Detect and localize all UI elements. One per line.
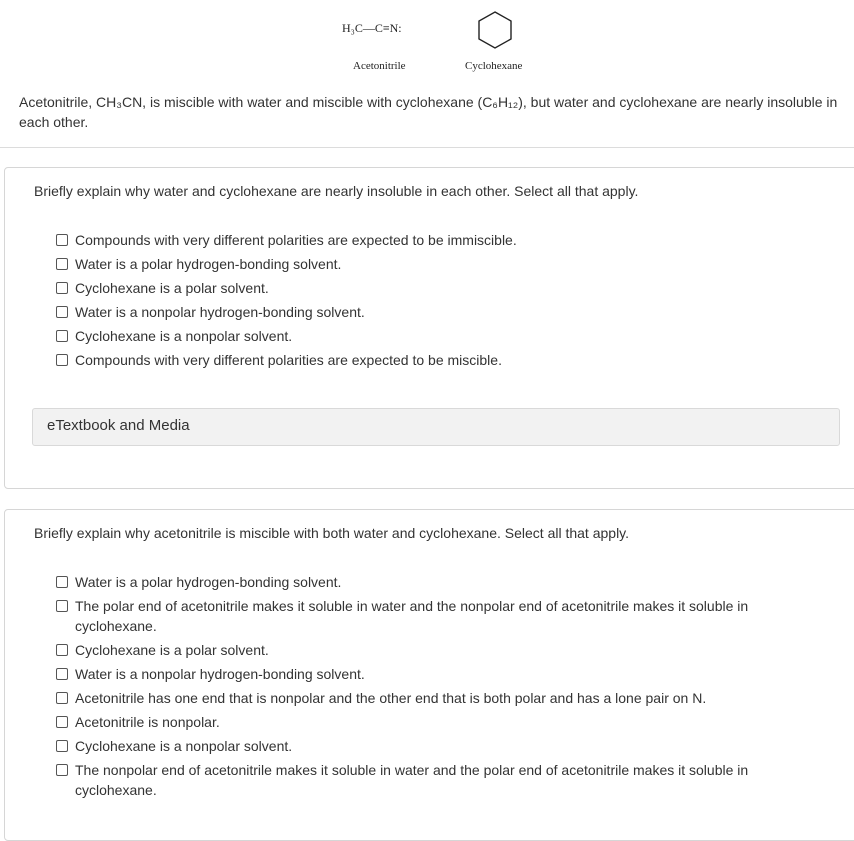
chemical-structures xyxy=(0,0,854,80)
option-label: The nonpolar end of acetonitrile makes it soluble in water and the polar end of acetonitrile makes it soluble in cyclohexane. xyxy=(75,762,749,798)
checkbox[interactable] xyxy=(56,306,68,318)
option-label: Water is a polar hydrogen-bonding solvent. xyxy=(75,574,342,590)
option-item[interactable] xyxy=(56,688,776,708)
checkbox[interactable] xyxy=(56,764,68,776)
option-label: Acetonitrile is nonpolar. xyxy=(75,714,220,730)
acetonitrile-formula: H₃C—C≡N: xyxy=(342,21,402,35)
option-label: Cyclohexane is a nonpolar solvent. xyxy=(75,738,293,754)
option-item[interactable] xyxy=(56,302,776,322)
etextbook-media-label: eTextbook and Media xyxy=(47,417,190,434)
question-2-panel xyxy=(4,509,854,841)
etextbook-media-button[interactable] xyxy=(32,408,840,446)
option-label: Cyclohexane is a polar solvent. xyxy=(75,280,269,296)
checkbox[interactable] xyxy=(56,234,68,246)
option-label: Compounds with very different polarities are expected to be immiscible. xyxy=(75,232,517,248)
cyclohexane-structure-icon xyxy=(475,10,515,50)
option-label: Water is a nonpolar hydrogen-bonding solvent. xyxy=(75,666,365,682)
checkbox[interactable] xyxy=(56,740,68,752)
option-item[interactable] xyxy=(56,596,776,636)
option-item[interactable] xyxy=(56,278,776,298)
option-label: Cyclohexane is a polar solvent. xyxy=(75,642,269,658)
checkbox[interactable] xyxy=(56,716,68,728)
option-item[interactable] xyxy=(56,760,776,800)
question-2-options xyxy=(56,572,776,804)
intro-section xyxy=(0,0,854,148)
option-item[interactable] xyxy=(56,326,776,346)
option-label: Compounds with very different polarities are expected to be miscible. xyxy=(75,352,502,368)
checkbox[interactable] xyxy=(56,330,68,342)
acetonitrile-label: Acetonitrile xyxy=(353,60,406,72)
option-item[interactable] xyxy=(56,712,776,732)
option-label: Water is a nonpolar hydrogen-bonding solvent. xyxy=(75,304,365,320)
question-2-prompt: Briefly explain why acetonitrile is miscible with both water and cyclohexane. Select all that apply. xyxy=(34,525,630,541)
checkbox[interactable] xyxy=(56,644,68,656)
intro-text: Acetonitrile, CH₃CN, is miscible with water and miscible with cyclohexane (C₆H₁₂), but water and cyclohexane are nearly insoluble in each other. xyxy=(19,94,838,130)
question-1-panel xyxy=(4,167,854,489)
option-label: Acetonitrile has one end that is nonpolar and the other end that is both polar and has a lone pair on N. xyxy=(75,690,707,706)
option-label: Cyclohexane is a nonpolar solvent. xyxy=(75,328,293,344)
checkbox[interactable] xyxy=(56,668,68,680)
checkbox[interactable] xyxy=(56,600,68,612)
option-item[interactable] xyxy=(56,350,776,370)
checkbox[interactable] xyxy=(56,576,68,588)
option-item[interactable] xyxy=(56,572,776,592)
option-item[interactable] xyxy=(56,254,776,274)
option-item[interactable] xyxy=(56,664,776,684)
checkbox[interactable] xyxy=(56,258,68,270)
checkbox[interactable] xyxy=(56,354,68,366)
option-item[interactable] xyxy=(56,736,776,756)
option-label: The polar end of acetonitrile makes it soluble in water and the nonpolar end of acetonitrile makes it soluble in cyclohexane. xyxy=(75,598,749,634)
option-item[interactable] xyxy=(56,230,776,250)
cyclohexane-label: Cyclohexane xyxy=(465,60,523,72)
question-1-prompt: Briefly explain why water and cyclohexane are nearly insoluble in each other. Select all that apply. xyxy=(34,183,639,199)
checkbox[interactable] xyxy=(56,692,68,704)
option-item[interactable] xyxy=(56,640,776,660)
option-label: Water is a polar hydrogen-bonding solvent. xyxy=(75,256,342,272)
checkbox[interactable] xyxy=(56,282,68,294)
question-1-options xyxy=(56,230,776,374)
